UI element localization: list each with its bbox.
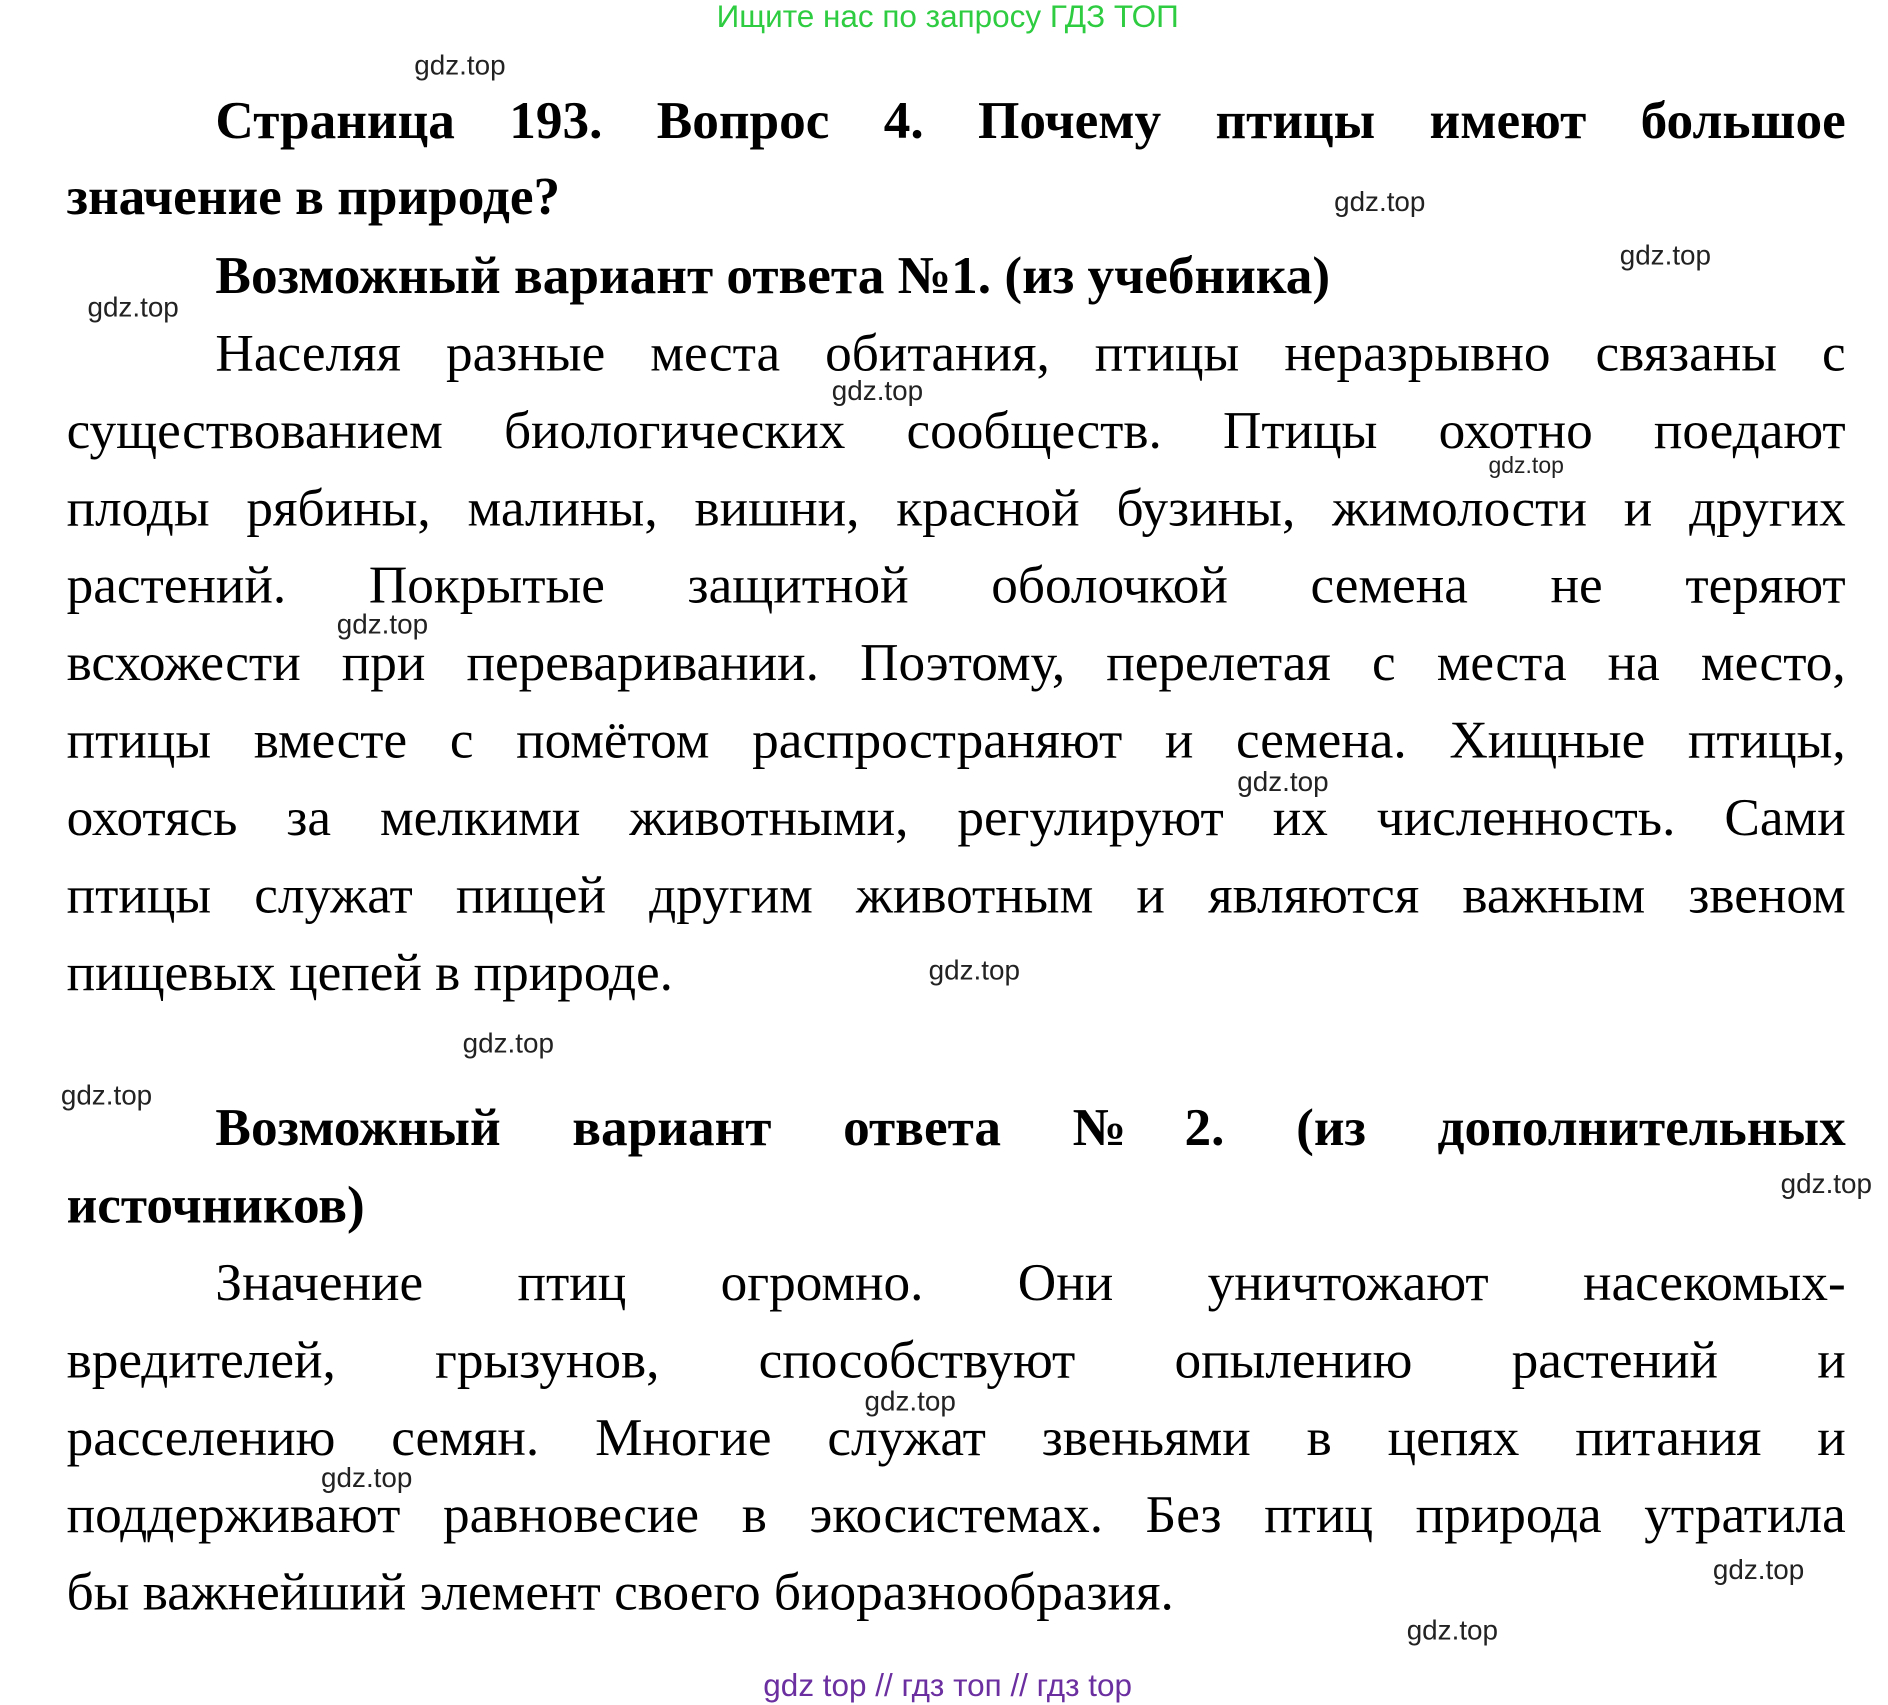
answer1-line: птицы вместе с помётом распространяют и семена. Хищные птицы, — [66, 710, 1846, 770]
answer2-title: Возможный вариант ответа №2. (из дополнительных — [215, 1097, 1846, 1158]
answer2-line: вредителей, грызунов, способствуют опылению растений и — [66, 1330, 1846, 1390]
answer2-line: бы важнейший элемент своего биоразнообразия. — [66, 1562, 1174, 1622]
watermark: gdz.top — [462, 1026, 554, 1059]
answer1-line: охотясь за мелкими животными, регулируют их численность. Сами — [66, 787, 1846, 848]
answer1-line: пищевых цепей в природе. — [66, 942, 674, 1003]
watermark: gdz.top — [1334, 185, 1426, 218]
answer1-line: всхожести при переваривании. Поэтому, перелетая с места на место, — [66, 632, 1846, 693]
watermark: gdz.top — [414, 49, 506, 81]
answer1-line: существованием биологических сообществ. Птицы охотно поедают — [66, 400, 1846, 460]
watermark: gdz.top — [1406, 1613, 1499, 1646]
watermark: gdz.top — [321, 1461, 413, 1493]
answer1-line: растений. Покрытые защитной оболочкой семена не теряют — [66, 555, 1846, 615]
answer2-line: поддерживают равновесие в экосистемах. Без птиц природа утратила — [66, 1485, 1846, 1545]
watermark: gdz.top — [1780, 1167, 1873, 1199]
question-heading-line: значение в природе? — [66, 167, 561, 227]
search-hint-banner: Ищите нас по запросу ГДЗ ТОП — [716, 0, 1179, 35]
question-heading-line: Страница 193. Вопрос 4. Почему птицы имеют большое — [215, 90, 1846, 151]
watermark: gdz.top — [928, 954, 1020, 986]
answer1-line: птицы служат пищей другим животным и являются важным звеном — [66, 865, 1846, 925]
watermark: gdz.top — [1619, 239, 1712, 271]
answer1-line: плоды рябины, малины, вишни, красной бузины, жимолости и других — [66, 478, 1846, 538]
watermark: gdz.top — [87, 291, 179, 323]
watermark: gdz.top — [1237, 765, 1329, 797]
watermark: gdz.top — [60, 1078, 153, 1111]
answer1-line: Населяя разные места обитания, птицы неразрывно связаны с — [215, 323, 1846, 383]
watermark: gdz.top — [831, 374, 924, 407]
answer2-title: источников) — [66, 1175, 365, 1235]
watermark: gdz.top — [1712, 1553, 1805, 1585]
watermark: gdz.top — [864, 1385, 956, 1417]
footer-banner: gdz top // гдз топ // гдз top — [763, 1667, 1133, 1704]
answer1-title: Возможный вариант ответа №1. (из учебника) — [215, 245, 1331, 305]
answer2-line: расселению семян. Многие служат звеньями в цепях питания и — [66, 1407, 1846, 1467]
watermark: gdz.top — [1488, 453, 1564, 480]
answer2-line: Значение птиц огромно. Они уничтожают насекомых- — [215, 1252, 1846, 1312]
watermark: gdz.top — [336, 608, 429, 640]
